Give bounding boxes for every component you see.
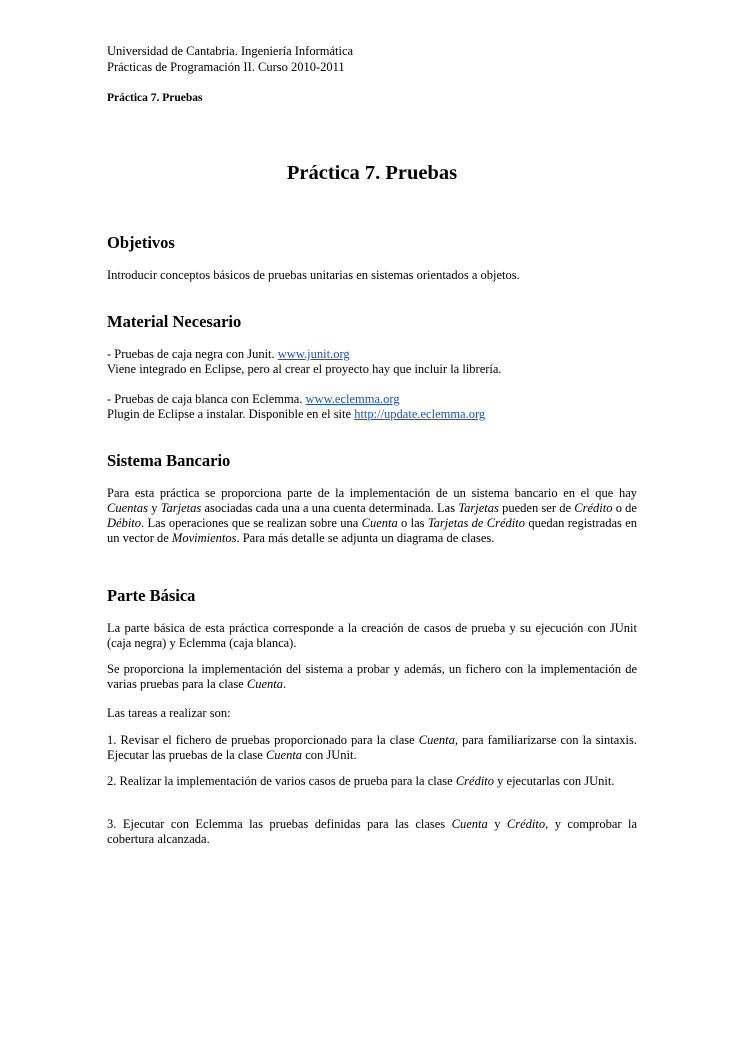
sistema-e5: Débito — [107, 516, 142, 530]
heading-objetivos: Objetivos — [107, 233, 175, 252]
task-1-a: 1. Revisar el fichero de pruebas proporcionado para la clase — [107, 733, 419, 747]
sistema-t1: Para esta práctica se proporciona parte de la implementación de un sistema bancario en el que hay — [107, 486, 637, 500]
task-2-b: y ejecutarlas con JUnit. — [494, 774, 615, 788]
material-eclemma — [107, 392, 637, 407]
task-3-c: , y comprobar la cobertura alcanzada. — [107, 817, 638, 846]
sistema-t2: y — [147, 501, 161, 515]
task-3-b: y — [487, 817, 507, 831]
heading-material: Material Necesario — [107, 312, 242, 331]
page-title: Práctica 7. Pruebas — [286, 162, 458, 184]
task-3-e1: Cuenta — [451, 817, 488, 831]
basica-p2 — [107, 662, 637, 692]
heading-sistema: Sistema Bancario — [107, 451, 231, 470]
sistema-text — [107, 486, 637, 546]
task-3-a: 3. Ejecutar con Eclemma las pruebas definidas para las clases — [107, 817, 452, 831]
junit-prefix: - Pruebas de caja negra con Junit. — [107, 347, 278, 361]
task-2 — [107, 774, 637, 789]
junit-link[interactable]: www.junit.org — [277, 347, 350, 361]
material-junit-note: Viene integrado en Eclipse, pero al crear el proyecto hay que incluir la librería. — [107, 362, 502, 376]
basica-p2-a: Se proporciona la implementación del sistema a probar y además, un fichero con la implementación de varias pruebas para la clase — [107, 662, 637, 691]
task-1-b: para familiarizarse con la sintaxis. Ejecutar las pruebas de la clase — [107, 733, 637, 762]
plugin-prefix: Plugin de Eclipse a instalar. Disponible en el site — [107, 407, 355, 421]
basica-p3: Las tareas a realizar son: — [107, 706, 231, 720]
header-subject: Práctica 7. Pruebas — [107, 92, 203, 104]
sistema-t7: o las — [397, 516, 428, 530]
plugin-link[interactable]: http://update.eclemma.org — [354, 407, 486, 421]
sistema-e4: Crédito — [574, 501, 613, 515]
task-1-c: con JUnit. — [302, 748, 357, 762]
basica-p1: La parte básica de esta práctica corresponde a la creación de casos de prueba y su ejecución con JUnit (caja negra) y Eclemma (caja blanca). — [107, 621, 637, 650]
task-1 — [107, 733, 637, 763]
sistema-t8: quedan registradas en un vector de — [107, 516, 637, 545]
task-3-e2: Crédito — [506, 817, 546, 831]
heading-basica: Parte Básica — [107, 586, 196, 605]
sistema-e3: Tarjetas — [458, 501, 499, 515]
basica-p2-b: . — [282, 677, 287, 691]
sistema-e8: Movimientos — [171, 531, 237, 545]
task-1-e2: Cuenta — [265, 748, 303, 762]
sistema-t4: pueden ser de — [498, 501, 575, 515]
sistema-e7: Tarjetas de Crédito — [427, 516, 525, 530]
sistema-t6: . Las operaciones que se realizan sobre una — [141, 516, 362, 530]
header-course: Prácticas de Programación II. Curso 2010-2011 — [107, 60, 345, 74]
task-1-e1: Cuenta, — [418, 733, 459, 747]
sistema-t5: o de — [612, 501, 637, 515]
sistema-e2: Tarjetas — [160, 501, 202, 515]
sistema-t9: . Para más detalle se adjunta un diagrama de clases. — [236, 531, 495, 545]
sistema-e1: Cuentas — [107, 501, 148, 515]
sistema-e6: Cuenta — [361, 516, 398, 530]
task-2-a: 2. Realizar la implementación de varios casos de prueba para la clase — [107, 774, 456, 788]
objetivos-text: Introducir conceptos básicos de pruebas unitarias en sistemas orientados a objetos. — [107, 268, 520, 282]
sistema-t3: asociadas cada una a una cuenta determinada. Las — [201, 501, 459, 515]
basica-p2-e: Cuenta — [246, 677, 283, 691]
task-2-e: Crédito — [455, 774, 495, 788]
eclemma-link[interactable]: www.eclemma.org — [305, 392, 400, 406]
eclemma-prefix: - Pruebas de caja blanca con Eclemma. — [107, 392, 306, 406]
task-3 — [107, 817, 637, 847]
header-university: Universidad de Cantabria. Ingeniería Informática — [107, 44, 354, 58]
material-junit — [107, 347, 637, 362]
material-plugin — [107, 407, 637, 422]
